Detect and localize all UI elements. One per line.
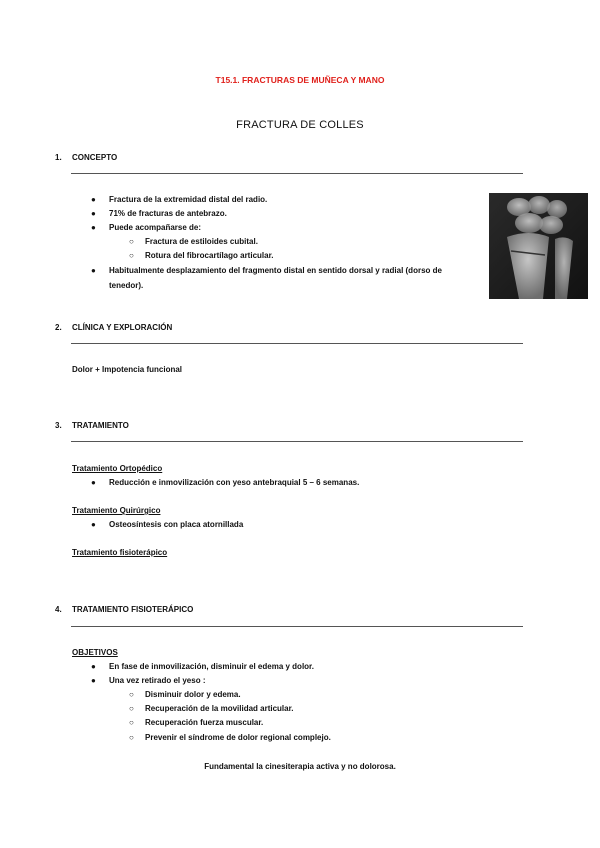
- circle-bullet-icon: ○: [129, 733, 134, 742]
- list-item: ● Habitualmente desplazamiento del fragmento distal en sentido dorsal y radial (dorso de: [109, 264, 442, 278]
- document-subtitle: FRACTURA DE COLLES: [236, 119, 364, 131]
- subsection-heading: Tratamiento Quirúrgico: [72, 506, 161, 515]
- closing-note: Fundamental la cinesiterapia activa y no dolorosa.: [204, 762, 396, 771]
- section-heading: [55, 323, 172, 332]
- section-number: 4.: [55, 605, 62, 614]
- section-title: TRATAMIENTO: [72, 421, 129, 430]
- section-heading: [55, 421, 129, 430]
- section-title: TRATAMIENTO FISIOTERÁPICO: [72, 605, 194, 614]
- list-item: ● 71% de fracturas de antebrazo.: [109, 207, 227, 221]
- section-heading: [55, 153, 117, 162]
- circle-bullet-icon: ○: [129, 704, 134, 713]
- bullet-icon: ●: [91, 676, 96, 685]
- section-number: 1.: [55, 153, 62, 162]
- sub-list-item: ○ Recuperación fuerza muscular.: [145, 716, 263, 730]
- section-rule: [71, 441, 523, 442]
- bullet-icon: ●: [91, 209, 96, 218]
- list-item: ● Fractura de la extremidad distal del radio.: [109, 193, 267, 207]
- list-item: ● Osteosíntesis con placa atornillada: [109, 518, 243, 532]
- sub-list-item: ○ Fractura de estiloides cubital.: [145, 235, 258, 249]
- list-item: ● En fase de inmovilización, disminuir el edema y dolor.: [109, 660, 314, 674]
- section-title: CLÍNICA Y EXPLORACIÓN: [72, 323, 173, 332]
- section-heading: [55, 605, 193, 614]
- sub-list-item: ○ Rotura del fibrocartílago articular.: [145, 249, 273, 263]
- section-number: 3.: [55, 421, 62, 430]
- bullet-icon: ●: [91, 195, 96, 204]
- circle-bullet-icon: ○: [129, 718, 134, 727]
- circle-bullet-icon: ○: [129, 237, 134, 246]
- list-item: ● Puede acompañarse de:: [109, 221, 201, 235]
- subsection-heading: Tratamiento fisioterápico: [72, 548, 168, 557]
- sub-list-item: ○ Disminuir dolor y edema.: [145, 688, 241, 702]
- bullet-icon: ●: [91, 478, 96, 487]
- bullet-icon: ●: [91, 223, 96, 232]
- bullet-icon: ●: [91, 520, 96, 529]
- sub-list-item: ○ Prevenir el síndrome de dolor regional complejo.: [145, 731, 331, 745]
- document-title: T15.1. FRACTURAS DE MUÑECA Y MANO: [215, 75, 385, 85]
- list-item: ● Una vez retirado el yeso :: [109, 674, 205, 688]
- section-title: CONCEPTO: [72, 153, 118, 162]
- section-rule: [71, 173, 523, 174]
- bullet-icon: ●: [91, 266, 96, 275]
- circle-bullet-icon: ○: [129, 690, 134, 699]
- bullet-icon: ●: [91, 662, 96, 671]
- subsection-heading: Tratamiento Ortopédico: [72, 464, 163, 473]
- wrist-xray-image: [489, 193, 588, 299]
- section-number: 2.: [55, 323, 62, 332]
- section-rule: [71, 626, 523, 627]
- circle-bullet-icon: ○: [129, 251, 134, 260]
- list-item-continuation: tenedor).: [109, 281, 144, 290]
- list-item: ● Reducción e inmovilización con yeso antebraquial 5 – 6 semanas.: [109, 476, 359, 490]
- clinical-text: Dolor + Impotencia funcional: [72, 365, 183, 374]
- objectives-heading: OBJETIVOS: [72, 648, 118, 657]
- section-rule: [71, 343, 523, 344]
- sub-list-item: ○ Recuperación de la movilidad articular.: [145, 702, 294, 716]
